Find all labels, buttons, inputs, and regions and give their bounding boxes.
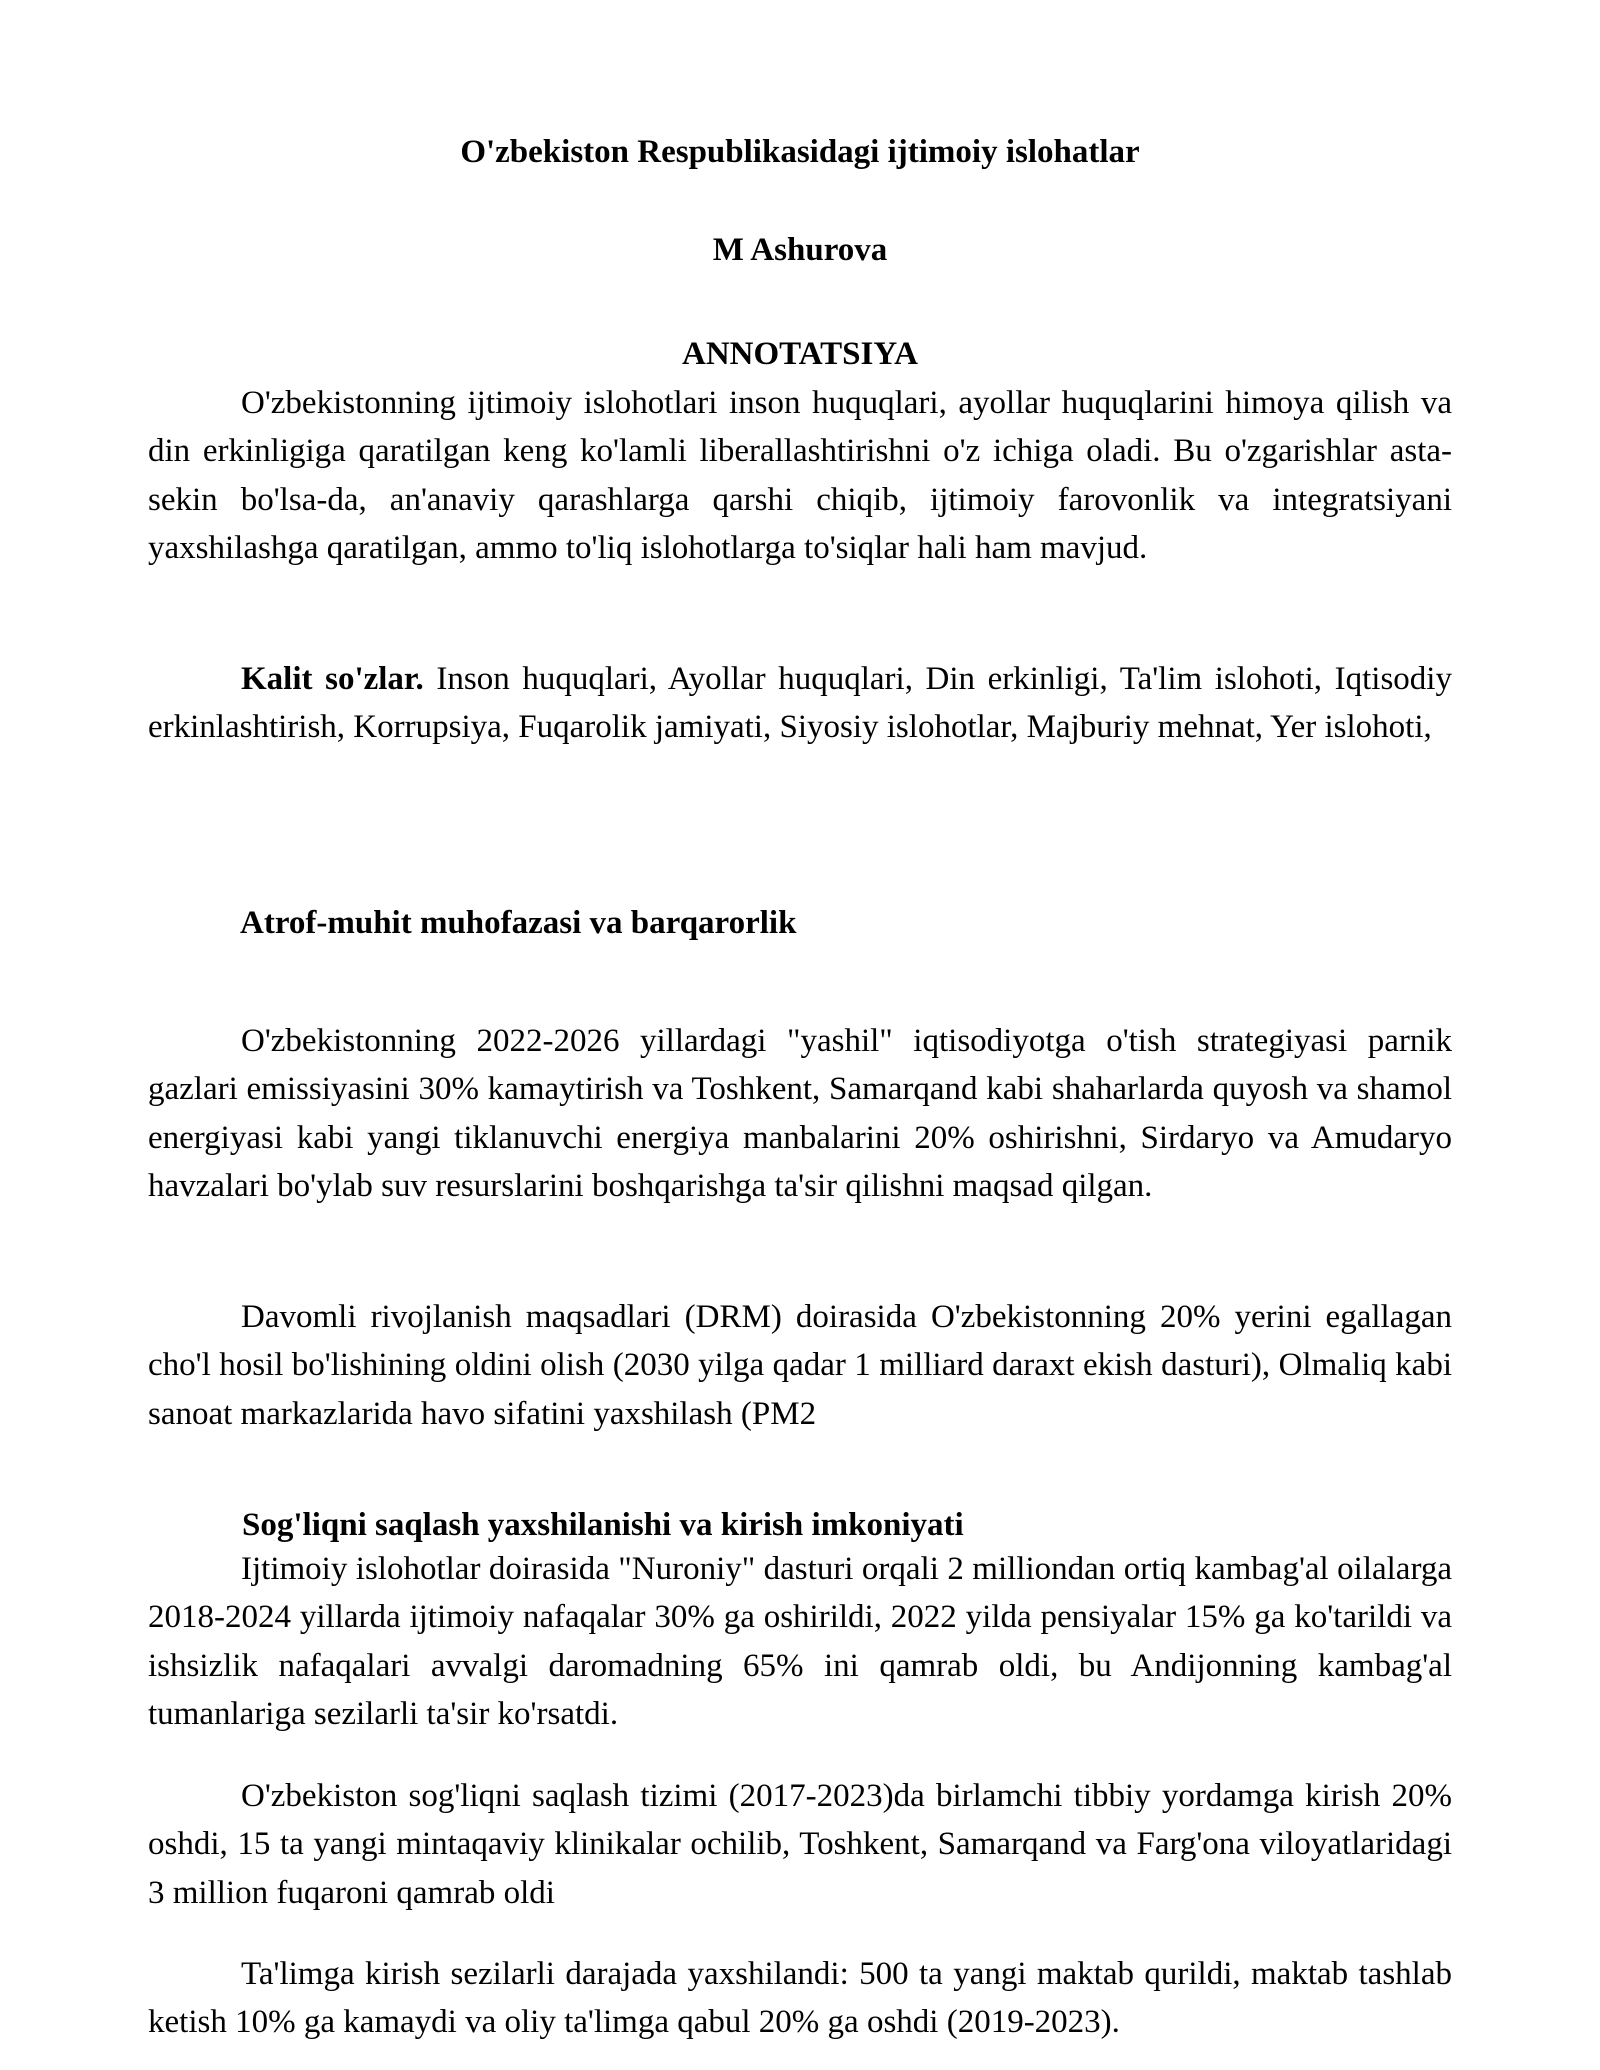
annotation-text: O'zbekistonning ijtimoiy islohotlari inson huquqlari, ayollar huquqlarini himoya qilish va din erkinligiga qaratilgan keng ko'lamli liberallashtirishni o'z ichiga oladi. Bu o'zgarishlar asta-sekin bo'lsa-da, an'anaviy qarashlarga qarshi chiqib, ijtimoiy farovonlik va integratsiyani yaxshilashga qaratilgan, ammo to'liq islohotlarga to'siqlar hali ham mavjud. <box>148 385 1452 566</box>
document-title: O'zbekiston Respublikasidagi ijtimoiy islohatlar <box>460 134 1140 170</box>
annotation-heading: ANNOTATSIYA <box>682 336 918 372</box>
keywords-text: Inson huquqlari, Ayollar huquqlari, Din erkinligi, Ta'lim islohoti, Iqtisodiy erkinlashtirish, Korrupsiya, Fuqarolik jamiyati, Siyosiy islohotlar, Majburiy mehnat, Yer islohoti, <box>148 661 1452 746</box>
section-heading-health: Sog'liqni saqlash yaxshilanishi va kirish imkoniyati <box>242 1507 964 1543</box>
keywords-paragraph <box>148 655 1452 752</box>
section-heading-environment: Atrof-muhit muhofazasi va barqarorlik <box>240 905 797 941</box>
keywords-label: Kalit so'zlar. <box>241 661 424 697</box>
environment-paragraph-2: Davomli rivojlanish maqsadlari (DRM) doirasida O'zbekistonning 20% yerini egallagan cho'l hosil bo'lishining oldini olish (2030 yilga qadar 1 milliard daraxt ekish dasturi), Olmaliq kabi sanoat markazlarida havo sifatini yaxshilash (PM2 <box>148 1299 1452 1432</box>
health-paragraph-2: O'zbekiston sog'liqni saqlash tizimi (2017-2023)da birlamchi tibbiy yordamga kirish 20% oshdi, 15 ta yangi mintaqaviy klinikalar ochilib, Toshkent, Samarqand va Farg'ona viloyatlaridagi 3 million fuqaroni qamrab oldi <box>148 1778 1452 1911</box>
health-paragraph-1: Ijtimoiy islohotlar doirasida "Nuroniy" dasturi orqali 2 milliondan ortiq kambag'al oilalarga 2018-2024 yillarda ijtimoiy nafaqalar 30% ga oshirildi, 2022 yilda pensiyalar 15% ga ko'tarildi va ishsizlik nafaqalari avvalgi daromadning 65% ini qamrab oldi, bu Andijonning kambag'al tumanlariga sezilarli ta'sir ko'rsatdi. <box>148 1551 1452 1732</box>
environment-paragraph-1: O'zbekistonning 2022-2026 yillardagi "yashil" iqtisodiyotga o'tish strategiyasi parnik gazlari emissiyasini 30% kamaytirish va Toshkent, Samarqand kabi shaharlarda quyosh va shamol energiyasi kabi yangi tiklanuvchi energiya manbalarini 20% oshirishni, Sirdaryo va Amudaryo havzalari bo'ylab suv resurslarini boshqarishga ta'sir qilishni maqsad qilgan. <box>148 1023 1452 1204</box>
author-name: M Ashurova <box>712 232 888 268</box>
health-paragraph-3: Ta'limga kirish sezilarli darajada yaxshilandi: 500 ta yangi maktab qurildi, maktab tashlab ketish 10% ga kamaydi va oliy ta'limga qabul 20% ga oshdi (2019-2023). <box>148 1956 1452 2041</box>
